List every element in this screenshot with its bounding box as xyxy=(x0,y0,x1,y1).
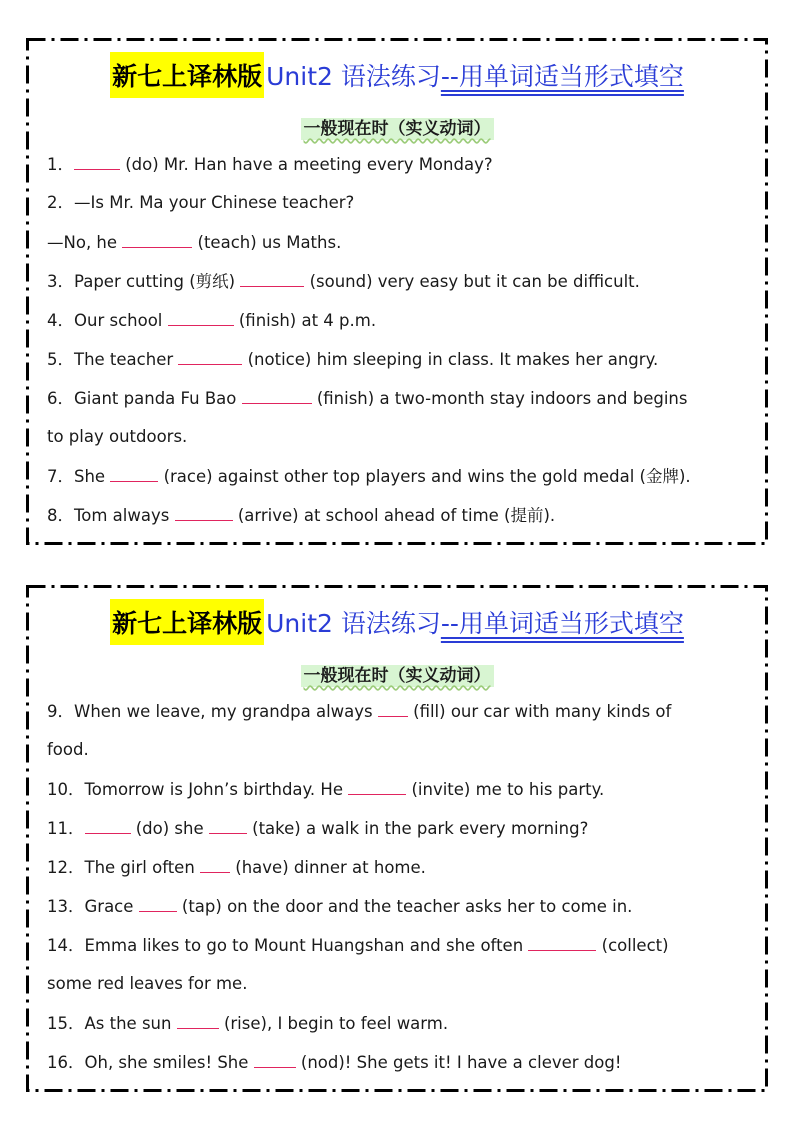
subtitle xyxy=(26,661,768,686)
question-line xyxy=(47,502,691,541)
question-line xyxy=(47,346,691,385)
question-line xyxy=(47,424,691,463)
question-text: 8．Tom always xyxy=(47,506,175,525)
answer-blank[interactable] xyxy=(85,815,131,834)
question-text: (sound) very easy but it can be difficult. xyxy=(304,272,640,291)
answer-blank[interactable] xyxy=(74,151,120,170)
subtitle-text: 一般现在时（实义动词） xyxy=(301,118,494,140)
question-line xyxy=(47,698,671,737)
question-line xyxy=(47,971,671,1010)
question-text: (teach) us Maths. xyxy=(192,233,342,252)
question-text: 1． xyxy=(47,155,74,174)
question-line xyxy=(47,190,691,229)
answer-blank[interactable] xyxy=(177,1010,219,1029)
question-text: 4．Our school xyxy=(47,311,168,330)
question-text: (finish) at 4 p.m. xyxy=(233,311,377,330)
question-text: (do) Mr. Han have a meeting every Monday? xyxy=(120,155,493,174)
question-line xyxy=(47,463,691,502)
question-text: (take) a walk in the park every morning? xyxy=(246,819,589,838)
question-line xyxy=(47,815,671,854)
question-line xyxy=(47,893,671,932)
subtitle-text: 一般现在时（实义动词） xyxy=(301,665,494,687)
exercise-card-1 xyxy=(26,38,768,545)
question-text: 15．As the sun xyxy=(47,1014,177,1033)
question-text: (have) dinner at home. xyxy=(230,858,426,877)
question-line xyxy=(47,307,691,346)
question-list xyxy=(47,698,671,1088)
answer-blank[interactable] xyxy=(139,893,177,912)
question-text: (do) she xyxy=(130,819,209,838)
answer-blank[interactable] xyxy=(242,385,312,404)
question-text: to play outdoors. xyxy=(47,427,188,446)
title-highlight: 新七上译林版 xyxy=(110,52,264,98)
question-text: (nod)! She gets it! I have a clever dog! xyxy=(295,1053,622,1072)
question-text: (invite) me to his party. xyxy=(406,780,605,799)
title-task: --用单词适当形式填空 xyxy=(440,609,684,638)
question-text: 13．Grace xyxy=(47,897,139,916)
question-line xyxy=(47,151,691,190)
title-task: --用单词适当形式填空 xyxy=(440,62,684,91)
question-text: 6．Giant panda Fu Bao xyxy=(47,389,242,408)
question-text: (collect) xyxy=(596,936,669,955)
answer-blank[interactable] xyxy=(528,932,596,951)
title-unit: Unit2 语法练习 xyxy=(266,62,441,91)
answer-blank[interactable] xyxy=(168,307,234,326)
question-text: (race) against other top players and wins the gold medal (金牌). xyxy=(158,467,691,486)
question-line xyxy=(47,776,671,815)
question-text: 2．—Is Mr. Ma your Chinese teacher? xyxy=(47,193,355,212)
question-text: 9．When we leave, my grandpa always xyxy=(47,702,378,721)
question-text: —No, he xyxy=(47,233,123,252)
worksheet-title xyxy=(26,48,768,102)
question-text: 12．The girl often xyxy=(47,858,201,877)
answer-blank[interactable] xyxy=(378,698,408,717)
question-text: food. xyxy=(47,740,89,759)
answer-blank[interactable] xyxy=(178,346,242,365)
question-text: some red leaves for me. xyxy=(47,974,248,993)
question-text: 3．Paper cutting (剪纸) xyxy=(47,272,241,291)
question-line xyxy=(47,737,671,776)
question-line xyxy=(47,229,691,268)
answer-blank[interactable] xyxy=(200,854,230,873)
question-text: (rise), I begin to feel warm. xyxy=(218,1014,449,1033)
question-line xyxy=(47,1010,671,1049)
question-text: (tap) on the door and the teacher asks her to come in. xyxy=(176,897,633,916)
question-text: 7．She xyxy=(47,467,111,486)
question-text: (finish) a two-month stay indoors and begins xyxy=(311,389,688,408)
question-line xyxy=(47,932,671,971)
question-text: 16．Oh, she smiles! She xyxy=(47,1053,254,1072)
exercise-card-2 xyxy=(26,585,768,1092)
worksheet-title xyxy=(26,595,768,649)
answer-blank[interactable] xyxy=(122,229,192,248)
answer-blank[interactable] xyxy=(175,502,233,521)
answer-blank[interactable] xyxy=(254,1049,296,1068)
question-line xyxy=(47,268,691,307)
question-line xyxy=(47,385,691,424)
answer-blank[interactable] xyxy=(240,268,304,287)
question-text: (notice) him sleeping in class. It makes her angry. xyxy=(242,350,659,369)
subtitle xyxy=(26,114,768,139)
answer-blank[interactable] xyxy=(110,463,158,482)
question-text: 14．Emma likes to go to Mount Huangshan and she often xyxy=(47,936,529,955)
question-text: 5．The teacher xyxy=(47,350,179,369)
question-text: 10．Tomorrow is John’s birthday. He xyxy=(47,780,349,799)
question-line xyxy=(47,1049,671,1088)
question-list xyxy=(47,151,691,541)
question-text: (fill) our car with many kinds of xyxy=(407,702,672,721)
question-line xyxy=(47,854,671,893)
answer-blank[interactable] xyxy=(348,776,406,795)
answer-blank[interactable] xyxy=(209,815,247,834)
title-highlight: 新七上译林版 xyxy=(110,599,264,645)
question-text: 11． xyxy=(47,819,85,838)
title-unit: Unit2 语法练习 xyxy=(266,609,441,638)
question-text: (arrive) at school ahead of time (提前). xyxy=(232,506,556,525)
